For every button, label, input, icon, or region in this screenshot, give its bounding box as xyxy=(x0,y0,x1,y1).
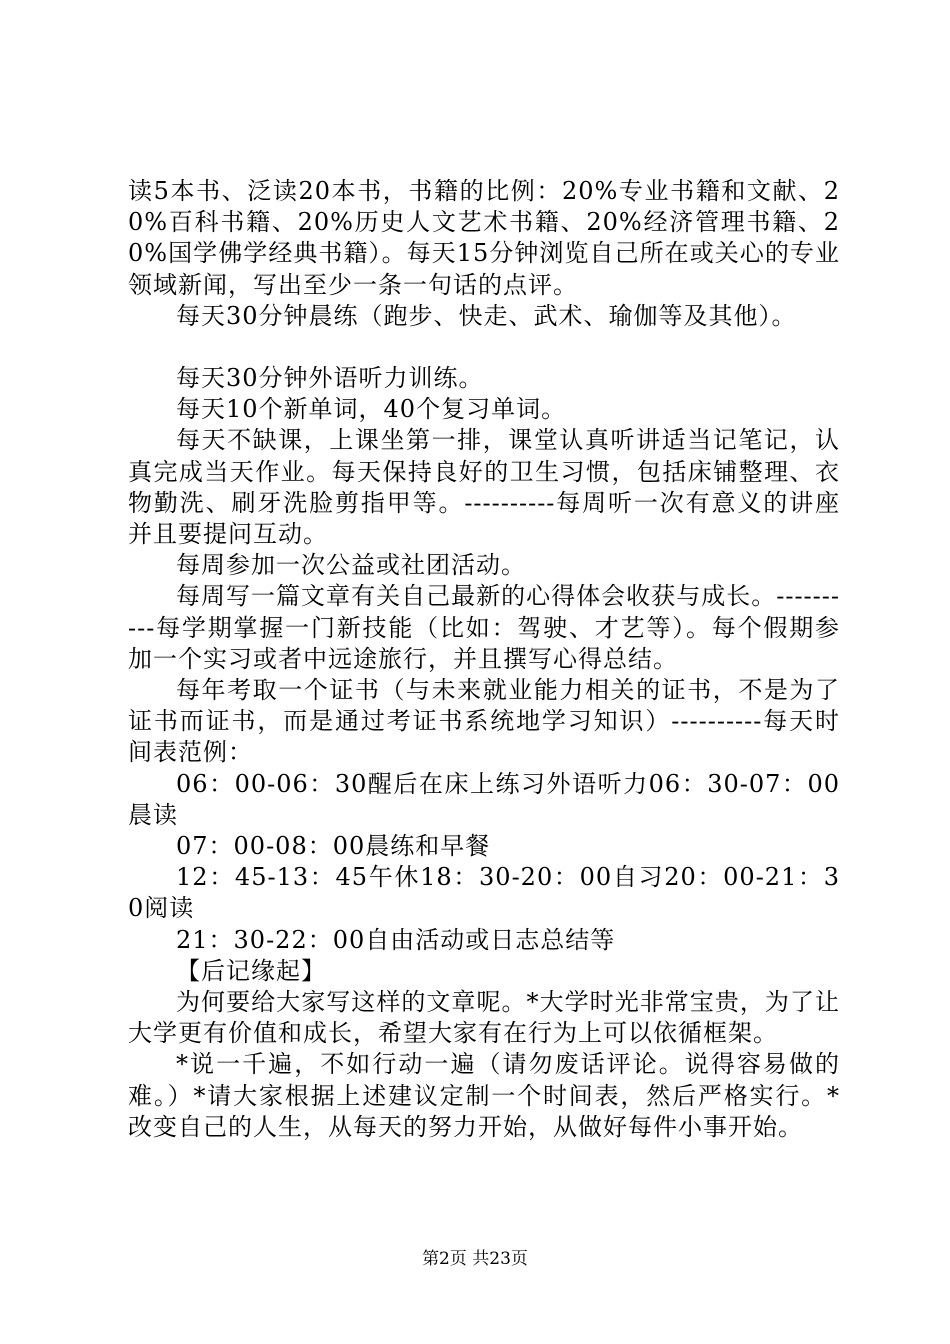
section-heading-afterword: 【后记缘起】 xyxy=(176,956,326,985)
schedule-line-afternoon: 12：45-13：45午休18：30-20：00自习20：00-21：30阅读 xyxy=(128,863,840,923)
paragraph-morning-exercise: 每天30分钟晨练（跑步、快走、武术、瑜伽等及其他）。 xyxy=(176,301,797,330)
paragraph-public-service: 每周参加一次公益或社团活动。 xyxy=(176,551,526,580)
paragraph-listening: 每天30分钟外语听力训练。 xyxy=(176,364,484,393)
paragraph-weekly-article: 每周写一篇文章有关自己最新的心得体会收获与成长。----------每学期掌握一门新技能（比如：驾驶、才艺等）。每个假期参加一个实习或者中远途旅行，并且撰写心得总结。 xyxy=(128,582,840,673)
paragraph-afterword-action: *说一千遍，不如行动一遍（请勿废话评论。说得容易做的难。）*请大家根据上述建议定制一个时间表，然后严格实行。*改变自己的人生，从每天的努力开始，从做好每件小事开始。 xyxy=(128,1050,840,1141)
schedule-line-evening: 21：30-22：00自由活动或日志总结等 xyxy=(176,925,616,954)
schedule-line-breakfast: 07：00-08：00晨练和早餐 xyxy=(176,832,491,861)
paragraph-vocabulary: 每天10个新单词，40个复习单词。 xyxy=(176,395,567,424)
document-body xyxy=(128,176,840,1143)
paragraph-afterword-reason: 为何要给大家写这样的文章呢。*大学时光非常宝贵，为了让大学更有价值和成长，希望大家有在行为上可以依循框架。 xyxy=(128,988,840,1048)
paragraph-reading-plan: 读5本书、泛读20本书，书籍的比例：20%专业书籍和文献、20%百科书籍、20%历史人文艺术书籍、20%经济管理书籍、20%国学佛学经典书籍）。每天15分钟浏览自己所在或关心的专业领域新闻，写出至少一条一句话的点评。 xyxy=(128,177,840,299)
schedule-line-morning: 06：00-06：30醒后在床上练习外语听力06：30-07：00晨读 xyxy=(128,769,840,829)
page-number-footer: 第2页 共23页 xyxy=(422,1249,528,1269)
paragraph-certificate: 每年考取一个证书（与未来就业能力相关的证书，不是为了证书而证书，而是通过考证书系统地学习知识）----------每天时间表范例： xyxy=(128,676,840,767)
paragraph-class-habits: 每天不缺课，上课坐第一排，课堂认真听讲适当记笔记，认真完成当天作业。每天保持良好的卫生习惯，包括床铺整理、衣物勤洗、刷牙洗脸剪指甲等。----------每周听一次有意义的讲座并且要提问互动。 xyxy=(128,426,840,549)
